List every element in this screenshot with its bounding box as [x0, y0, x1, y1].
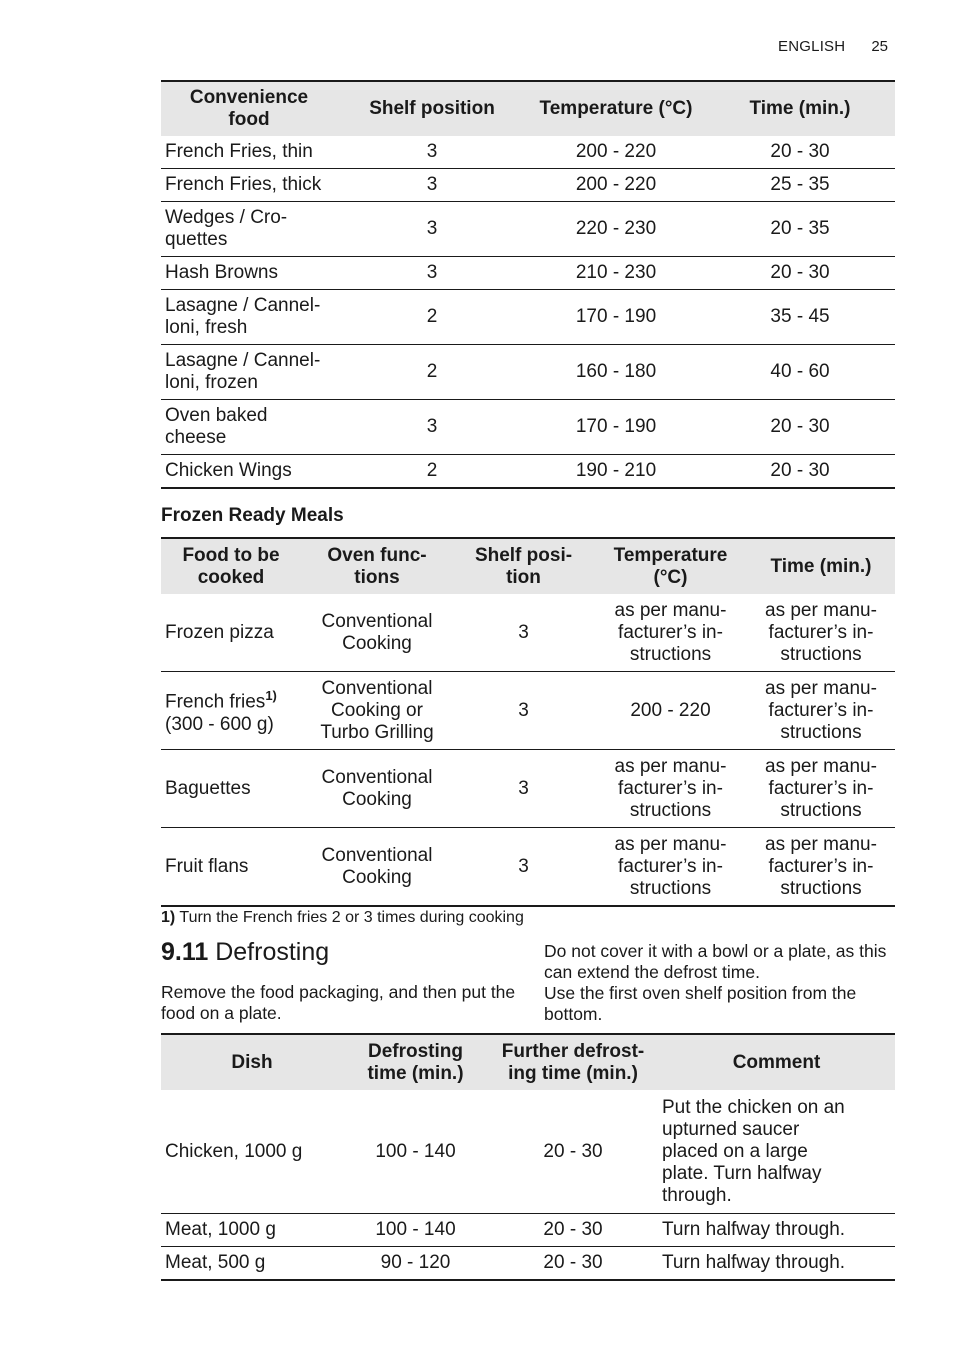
cell-food: Lasagne / Cannel- loni, fresh	[161, 290, 337, 345]
language-label: ENGLISH	[778, 38, 846, 55]
cell-defrosting-time: 100 - 140	[343, 1214, 488, 1247]
cell-food: Fruit flans	[161, 828, 301, 907]
cell-shelf: 3	[337, 202, 527, 257]
table-row	[161, 1214, 895, 1247]
table-row	[161, 828, 895, 907]
table-header-row	[161, 81, 895, 136]
header-time: Time (min.)	[705, 81, 895, 136]
table-header-row	[161, 538, 895, 594]
cell-food: Lasagne / Cannel- loni, frozen	[161, 345, 337, 400]
section-name: Defrosting	[208, 938, 330, 966]
cell-shelf: 2	[337, 345, 527, 400]
cell-shelf: 3	[337, 400, 527, 455]
frozen-meals-heading: Frozen Ready Meals	[161, 505, 344, 526]
header-dish: Dish	[161, 1034, 343, 1090]
cell-further-defrosting-time: 20 - 30	[488, 1090, 658, 1214]
defrost-note-cover: Do not cover it with a bowl or a plate, as this can extend the defrost time.	[544, 941, 887, 982]
frozen-meals-table	[161, 537, 895, 907]
cell-temperature: 200 - 220	[527, 169, 705, 202]
cell-food: Oven baked cheese	[161, 400, 337, 455]
page-number: 25	[871, 38, 888, 55]
table-row	[161, 1247, 895, 1281]
cell-comment: Turn halfway through.	[658, 1247, 895, 1281]
cell-defrosting-time: 90 - 120	[343, 1247, 488, 1281]
header-comment: Comment	[658, 1034, 895, 1090]
defrost-instructions-right	[544, 941, 896, 1025]
cell-further-defrosting-time: 20 - 30	[488, 1214, 658, 1247]
cell-food: Chicken Wings	[161, 455, 337, 489]
header-shelf-position: Shelf posi- tion	[453, 538, 594, 594]
header-temperature: Temperature (°C)	[527, 81, 705, 136]
cell-food: Baguettes	[161, 750, 301, 828]
defrost-instructions-left: Remove the food packaging, and then put the food on a plate.	[161, 982, 516, 1023]
cell-temperature: as per manu- facturer’s in- structions	[594, 594, 747, 672]
cell-time: 20 - 35	[705, 202, 895, 257]
footnote-text: Turn the French fries 2 or 3 times during cooking	[175, 909, 524, 926]
table-row	[161, 169, 895, 202]
table-row	[161, 257, 895, 290]
defrosting-table	[161, 1033, 895, 1281]
cell-dish: Meat, 500 g	[161, 1247, 343, 1281]
cell-temperature: 200 - 220	[594, 672, 747, 750]
cell-further-defrosting-time: 20 - 30	[488, 1247, 658, 1281]
table-row	[161, 136, 895, 169]
footnote-ref: 1)	[265, 688, 277, 704]
cell-time: 20 - 30	[705, 136, 895, 169]
header-convenience-food: Convenience food	[161, 81, 337, 136]
cell-shelf: 3	[453, 750, 594, 828]
cell-food: French Fries, thick	[161, 169, 337, 202]
cell-time: as per manu- facturer’s in- structions	[747, 672, 895, 750]
cell-defrosting-time: 100 - 140	[343, 1090, 488, 1214]
table-header-row	[161, 1034, 895, 1090]
cell-temperature: 160 - 180	[527, 345, 705, 400]
convenience-food-table	[161, 80, 895, 489]
cell-temperature: as per manu- facturer’s in- structions	[594, 828, 747, 907]
table-row	[161, 672, 895, 750]
table-row	[161, 1090, 895, 1214]
header-further-defrosting-time: Further defrost- ing time (min.)	[488, 1034, 658, 1090]
header-shelf-position: Shelf position	[337, 81, 527, 136]
cell-oven-function: Conventional Cooking	[301, 750, 453, 828]
cell-shelf: 3	[453, 672, 594, 750]
page-header	[778, 38, 888, 55]
cell-time: as per manu- facturer’s in- structions	[747, 828, 895, 907]
cell-shelf: 3	[453, 828, 594, 907]
section-title	[161, 938, 329, 967]
food-name: French fries	[165, 691, 266, 713]
cell-food: Hash Browns	[161, 257, 337, 290]
cell-temperature: 170 - 190	[527, 400, 705, 455]
cell-dish: Chicken, 1000 g	[161, 1090, 343, 1214]
cell-shelf: 3	[453, 594, 594, 672]
cell-time: 20 - 30	[705, 400, 895, 455]
food-weight: (300 - 600 g)	[165, 713, 274, 735]
defrost-note-shelf: Use the first oven shelf position from the bottom.	[544, 983, 857, 1024]
cell-time: 20 - 30	[705, 455, 895, 489]
cell-food: French Fries, thin	[161, 136, 337, 169]
table-row	[161, 202, 895, 257]
cell-dish: Meat, 1000 g	[161, 1214, 343, 1247]
cell-time: 20 - 30	[705, 257, 895, 290]
cell-time: 40 - 60	[705, 345, 895, 400]
cell-food: Frozen pizza	[161, 594, 301, 672]
table-row	[161, 750, 895, 828]
cell-time: 25 - 35	[705, 169, 895, 202]
cell-comment: Put the chicken on an upturned saucer placed on a large plate. Turn halfway through.	[658, 1090, 895, 1214]
table-row	[161, 594, 895, 672]
cell-shelf: 3	[337, 257, 527, 290]
cell-oven-function: Conventional Cooking	[301, 594, 453, 672]
table-row	[161, 455, 895, 489]
cell-comment: Turn halfway through.	[658, 1214, 895, 1247]
header-time: Time (min.)	[747, 538, 895, 594]
cell-shelf: 3	[337, 136, 527, 169]
cell-food	[161, 672, 301, 750]
cell-oven-function: Conventional Cooking or Turbo Grilling	[301, 672, 453, 750]
table-row	[161, 345, 895, 400]
footnote-marker: 1)	[161, 909, 176, 926]
cell-shelf: 2	[337, 455, 527, 489]
header-temperature: Temperature (°C)	[594, 538, 747, 594]
cell-time: 35 - 45	[705, 290, 895, 345]
header-food: Food to be cooked	[161, 538, 301, 594]
cell-temperature: 170 - 190	[527, 290, 705, 345]
cell-temperature: 200 - 220	[527, 136, 705, 169]
table-row	[161, 400, 895, 455]
cell-temperature: 190 - 210	[527, 455, 705, 489]
section-number: 9.11	[161, 938, 209, 966]
header-oven-functions: Oven func- tions	[301, 538, 453, 594]
cell-temperature: 220 - 230	[527, 202, 705, 257]
table-row	[161, 290, 895, 345]
cell-time: as per manu- facturer’s in- structions	[747, 594, 895, 672]
cell-shelf: 3	[337, 169, 527, 202]
footnote	[161, 909, 524, 927]
cell-food: Wedges / Cro- quettes	[161, 202, 337, 257]
cell-shelf: 2	[337, 290, 527, 345]
cell-temperature: as per manu- facturer’s in- structions	[594, 750, 747, 828]
cell-oven-function: Conventional Cooking	[301, 828, 453, 907]
header-defrosting-time: Defrosting time (min.)	[343, 1034, 488, 1090]
cell-temperature: 210 - 230	[527, 257, 705, 290]
cell-time: as per manu- facturer’s in- structions	[747, 750, 895, 828]
